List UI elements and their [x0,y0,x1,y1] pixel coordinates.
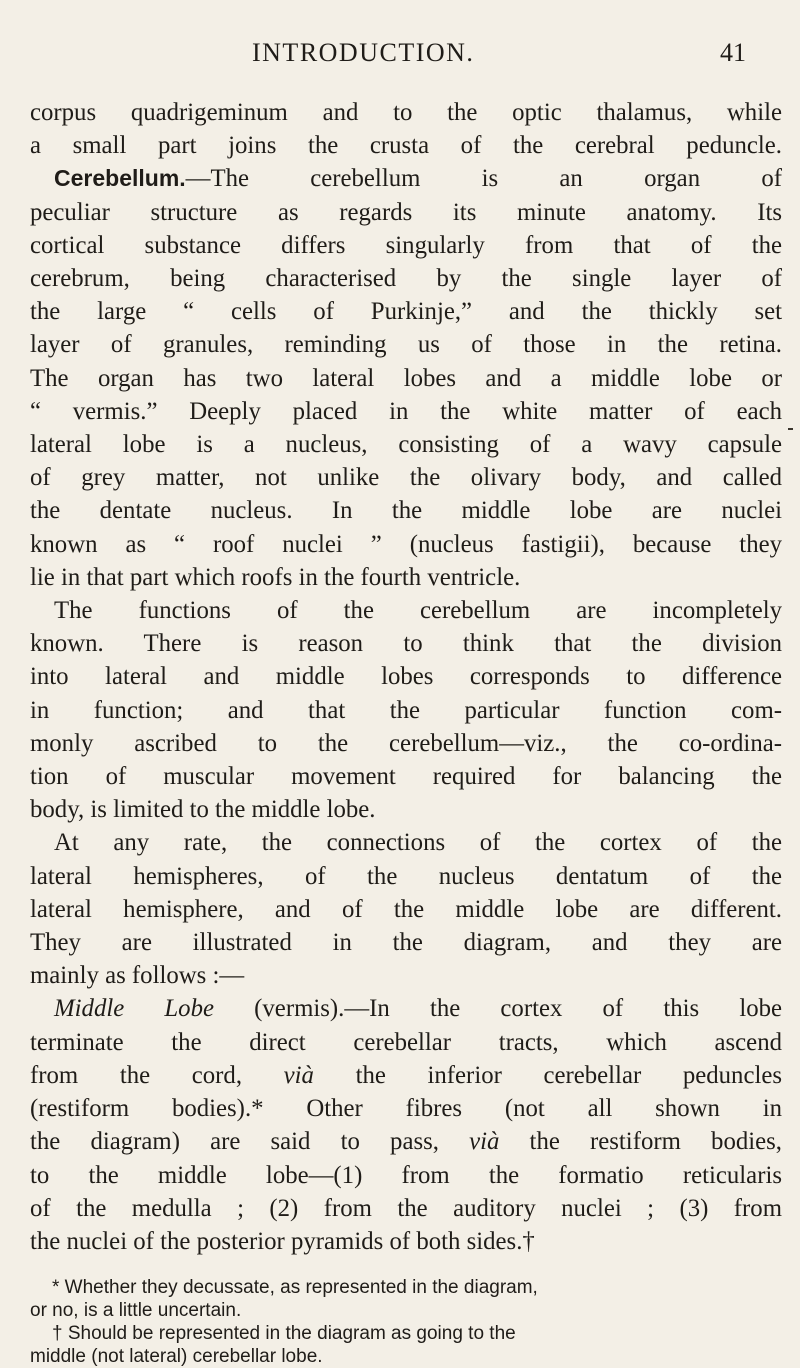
text-span: from the cord, [30,1061,284,1089]
text-line: body, is limited to the middle lobe. [30,796,376,824]
text-line: cortical substance differs singularly from that of the [30,231,782,259]
body-text [30,96,782,1258]
text-line: the nuclei of the posterior pyramids of both sides.† [30,1227,535,1255]
text-line: layer of granules, reminding us of those in the retina. [30,331,782,359]
footnote-line: * Whether they decussate, as represented in the diagram, [52,1277,538,1298]
text-line: into lateral and middle lobes corresponds to difference [30,663,782,691]
text-line: At any rate, the connections of the cortex of the [54,829,782,857]
text-line [30,1059,782,1092]
text-line: monly ascribed to the cerebellum—viz., the co-ordina- [30,729,782,757]
running-title: INTRODUCTION. [252,38,475,67]
text-line: lateral hemispheres, of the nucleus dentatum of the [30,862,782,890]
section-heading: Cerebellum. [54,165,186,192]
footnote-line: middle (not lateral) cerebellar lobe. [30,1346,323,1367]
text-line: lateral hemisphere, and of the middle lobe are different. [30,895,782,923]
text-span-italic: vià [469,1128,500,1156]
paragraph [30,96,782,162]
text-line: in function; and that the particular function com- [30,696,782,724]
paragraph-cerebellum [30,162,782,594]
footnotes [30,1276,782,1368]
text-span: the inferior cerebellar peduncles [313,1061,782,1089]
text-line: the large “ cells of Purkinje,” and the thickly set [30,298,782,326]
text-line: The organ has two lateral lobes and a middle lobe or [30,364,782,392]
subheading-middle-lobe: Middle Lobe [54,995,214,1023]
text-span: the diagram) are said to pass, [30,1128,470,1156]
text-span-italic: vià [283,1061,314,1089]
footnote-line: † Should be represented in the diagram as going to the [52,1323,516,1344]
text-line: of grey matter, not unlike the olivary body, and called [30,464,782,492]
text-line: (restiform bodies).* Other fibres (not all shown in [30,1095,782,1123]
text-line [30,1125,782,1158]
text-line: a small part joins the crusta of the cerebral peduncle. [30,132,782,160]
text-line: corpus quadrigeminum and to the optic thalamus, while [30,99,782,126]
paragraph-functions [30,594,782,826]
text-line: “ vermis.” Deeply placed in the white matter of each [30,397,782,425]
text-line: peculiar structure as regards its minute anatomy. Its [30,198,782,226]
page-number: 41 [720,38,746,67]
text-line: the dentate nucleus. In the middle lobe are nuclei [30,497,782,525]
text-line: to the middle lobe—(1) from the formatio reticularis [30,1161,782,1189]
text-span: (vermis).—In the cortex of this lobe [214,995,783,1023]
text-line [30,162,782,195]
paragraph-middle-lobe [30,992,782,1258]
text-line: lateral lobe is a nucleus, consisting of a wavy capsule [30,431,782,459]
text-line: lie in that part which roofs in the fourth ventricle. [30,563,521,591]
text-line: known. There is reason to think that the division [30,630,782,658]
text-line: cerebrum, being characterised by the single layer of [30,265,782,293]
text-line: They are illustrated in the diagram, and they are [30,929,782,957]
text-line: of the medulla ; (2) from the auditory nuclei ; (3) from [30,1194,782,1222]
text-line: tion of muscular movement required for balancing the [30,763,782,791]
text-line [30,992,782,1025]
text-line: mainly as follows :— [30,962,245,990]
text-line: known as “ roof nuclei ” (nucleus fastigii), because they [30,530,782,558]
text-line: terminate the direct cerebellar tracts, which ascend [30,1028,782,1056]
text-line: The functions of the cerebellum are incompletely [54,597,782,625]
footnote-line: or no, is a little uncertain. [30,1300,242,1321]
text-span: the restiform bodies, [499,1128,782,1156]
margin-mark [788,428,793,430]
paragraph-connections [30,826,782,992]
text-span: —The cerebellum is an organ of [185,165,782,193]
